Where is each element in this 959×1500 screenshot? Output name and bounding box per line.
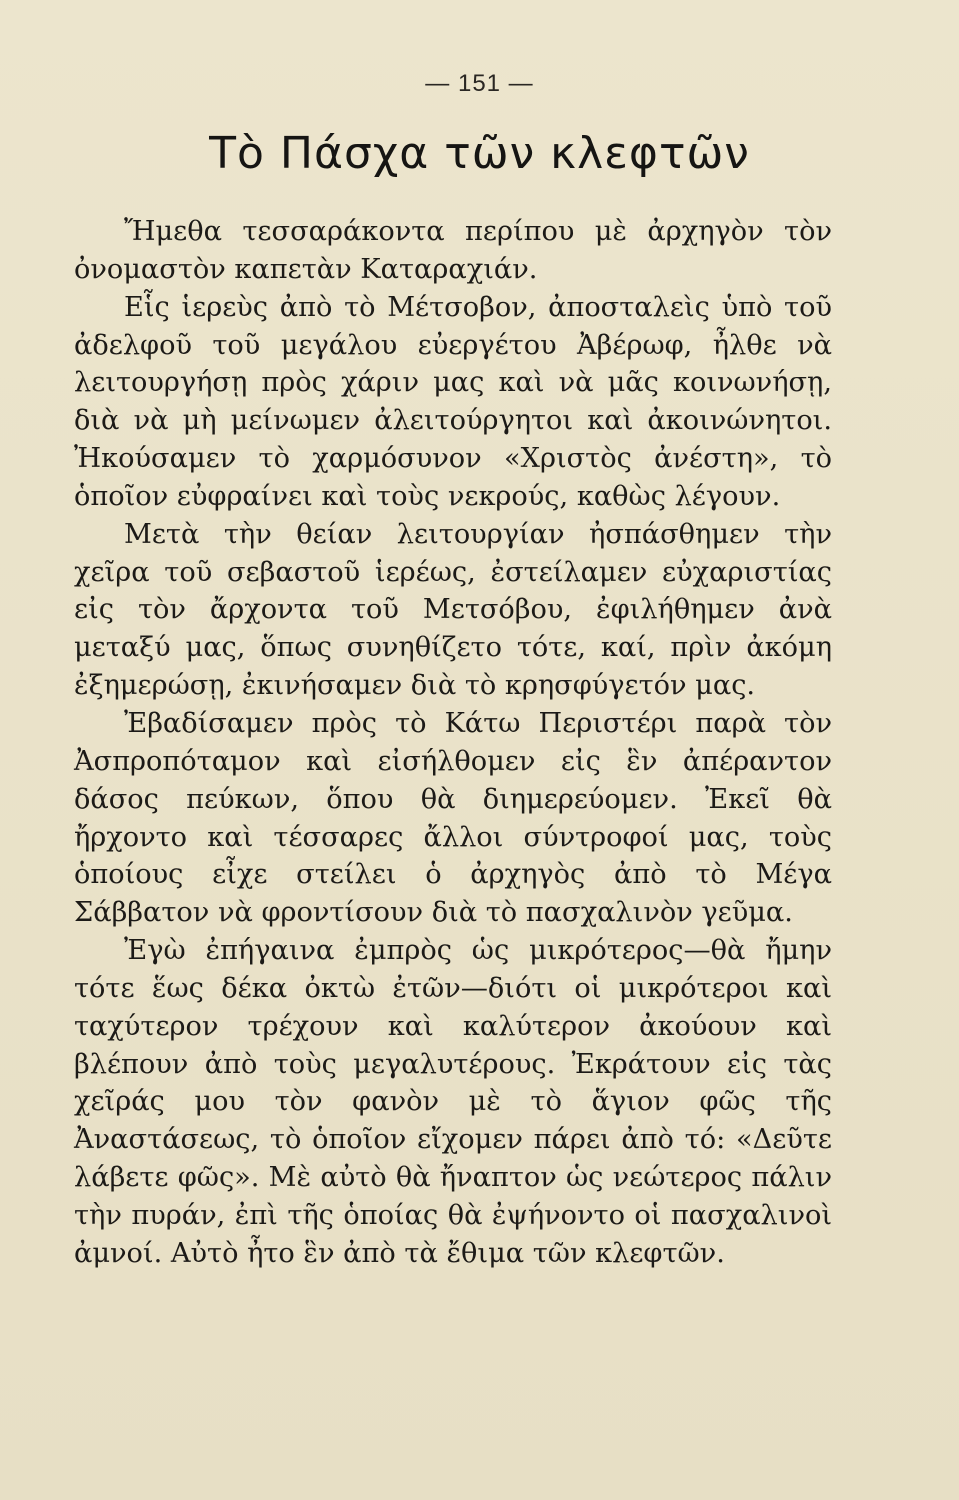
page-number: — 151 — (425, 70, 534, 97)
paragraph: Μετὰ τὴν θείαν λειτουργίαν ἠσπάσθημεν τὴν χεῖρα τοῦ σεβαστοῦ ἱερέως, ἐστείλαμεν εὐχαριστίας εἰς τὸν ἄρχοντα τοῦ Μετσόβου, ἐφιλήθημεν ἀνὰ μεταξύ μας, ὅπως συνηθίζετο τότε, καί, πρὶν ἀκόμη ἐξημερώσῃ, ἐκινήσαμεν διὰ τὸ κρησφύγετόν μας. (74, 518, 832, 702)
paragraph: Ἐγὼ ἐπήγαινα ἐμπρὸς ὡς μικρότερος—θὰ ἤμην τότε ἕως δέκα ὀκτὼ ἐτῶν—διότι οἱ μικρότεροι καὶ ταχύτερον τρέχουν καὶ καλύτερον ἀκούουν καὶ βλέπουν ἀπὸ τοὺς μεγαλυτέρους. Ἐκράτουν εἰς τὰς χεῖράς μου τὸν φανὸν μὲ τὸ ἅγιον φῶς τῆς Ἀναστάσεως, τὸ ὁποῖον εἴχομεν πάρει ἀπὸ τό: «Δεῦτε λάβετε φῶς». Μὲ αὐτὸ θὰ ἤναπτον ὡς νεώτερος πάλιν τὴν πυράν, ἐπὶ τῆς ὁποίας θὰ ἐψήνοντο οἱ πασχαλινοὶ ἀμνοί. Αὐτὸ ἦτο ἓν ἀπὸ τὰ ἔθιμα τῶν κλεφτῶν. (74, 935, 832, 1269)
paragraph: Εἷς ἱερεὺς ἀπὸ τὸ Μέτσοβον, ἀποσταλεὶς ὑπὸ τοῦ ἀδελφοῦ τοῦ μεγάλου εὐεργέτου Ἀβέρωφ, ἦλθε νὰ λειτουργήσῃ πρὸς χάριν μας καὶ νὰ μᾶς κοινωνήσῃ, διὰ νὰ μὴ μείνωμεν ἀλειτούργητοι καὶ ἀκοινώνητοι. Ἠκούσαμεν τὸ χαρμόσυνον «Χριστὸς ἀνέστη», τὸ ὁποῖον εὐφραίνει καὶ τοὺς νεκρούς, καθὼς λέγουν. (74, 291, 832, 512)
paragraph: Ἤμεθα τεσσαράκοντα περίπου μὲ ἀρχηγὸν τὸν ὀνομαστὸν καπετὰν Καταραχιάν. (74, 216, 832, 285)
chapter-body (74, 213, 832, 1273)
chapter-title: Τὸ Πάσχα τῶν κλεφτῶν (209, 128, 750, 179)
paragraph: Ἐβαδίσαμεν πρὸς τὸ Κάτω Περιστέρι παρὰ τὸν Ἀσπροπόταμον καὶ εἰσήλθομεν εἰς ἓν ἀπέραντον δάσος πεύκων, ὅπου θὰ διημερεύομεν. Ἐκεῖ θὰ ἤρχοντο καὶ τέσσαρες ἄλλοι σύντροφοί μας, τοὺς ὁποίους εἶχε στείλει ὁ ἀρχηγὸς ἀπὸ τὸ Μέγα Σάββατον νὰ φροντίσουν διὰ τὸ πασχαλινὸν γεῦμα. (74, 707, 832, 929)
